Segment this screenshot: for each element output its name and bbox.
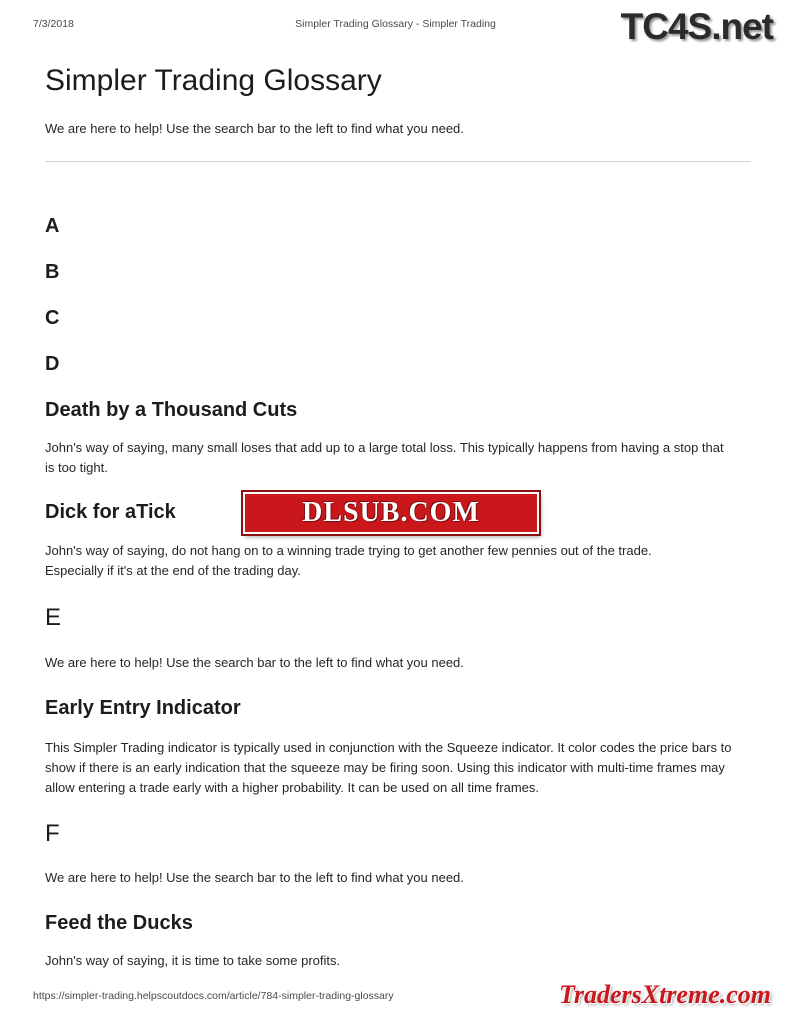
section-letter-label: F xyxy=(45,820,60,847)
entry-term: Death by a Thousand Cuts xyxy=(45,399,298,421)
section-letter-label: C xyxy=(45,307,60,329)
glossary-entry xyxy=(45,696,745,720)
glossary-entry xyxy=(45,911,745,935)
entry-term: Feed the Ducks xyxy=(45,912,193,934)
section-letter-b xyxy=(45,259,745,285)
print-date: 7/3/2018 xyxy=(33,18,74,30)
entry-term: Early Entry Indicator xyxy=(45,697,241,719)
watermark-tc4s: TC4S.net xyxy=(620,6,773,47)
section-letter-c xyxy=(45,305,745,331)
section-letter-label: E xyxy=(45,604,62,631)
footer-url[interactable]: https://simpler-trading.helpscoutdocs.com/article/784-simpler-trading-glossary xyxy=(33,990,394,1002)
watermark-tradersxtreme: TradersXtreme.com xyxy=(558,980,771,1009)
watermark-dlsub xyxy=(243,492,539,534)
glossary-entry xyxy=(45,398,745,422)
glossary-entry-body xyxy=(45,951,735,971)
page-title: Simpler Trading Glossary xyxy=(45,64,382,97)
section-letter-label: D xyxy=(45,353,60,375)
divider xyxy=(45,161,751,162)
entry-definition: John's way of saying, do not hang on to a winning trade trying to get another few pennies out of the trade. Especially if it's at the end of the trading day. xyxy=(45,543,652,578)
glossary-entry-body xyxy=(45,438,735,478)
section-letter-e xyxy=(45,605,745,631)
section-f-intro-block xyxy=(45,868,745,888)
section-letter-f xyxy=(45,821,745,847)
entry-definition: John's way of saying, many small loses that add up to a large total loss. This typically happens from having a stop that is too tight. xyxy=(45,440,724,475)
print-page-title: Simpler Trading Glossary - Simpler Trading xyxy=(295,18,496,30)
glossary-entry-body xyxy=(45,738,735,798)
watermark-dlsub-text: DLSUB.COM xyxy=(302,497,480,528)
section-intro: We are here to help! Use the search bar to the left to find what you need. xyxy=(45,870,464,885)
glossary-entry-body xyxy=(45,541,695,581)
section-letter-label: B xyxy=(45,261,60,283)
section-intro: We are here to help! Use the search bar to the left to find what you need. xyxy=(45,655,464,670)
entry-term: Dick for aTick xyxy=(45,501,176,523)
document-intro: We are here to help! Use the search bar to the left to find what you need. xyxy=(45,121,464,136)
document-header-block xyxy=(45,62,745,162)
section-letter-a xyxy=(45,213,745,239)
entry-definition: This Simpler Trading indicator is typically used in conjunction with the Squeeze indicator. It color codes the price bars to show if there is an early indication that the squeeze may be firing soon. Using this indicator with multi-time frames may allow entering a trade early with a higher probability. It can be used on all time frames. xyxy=(45,740,732,795)
section-e-intro-block xyxy=(45,653,745,673)
section-letter-label: A xyxy=(45,215,60,237)
section-letter-d xyxy=(45,351,745,377)
entry-definition: John's way of saying, it is time to take some profits. xyxy=(45,953,341,968)
